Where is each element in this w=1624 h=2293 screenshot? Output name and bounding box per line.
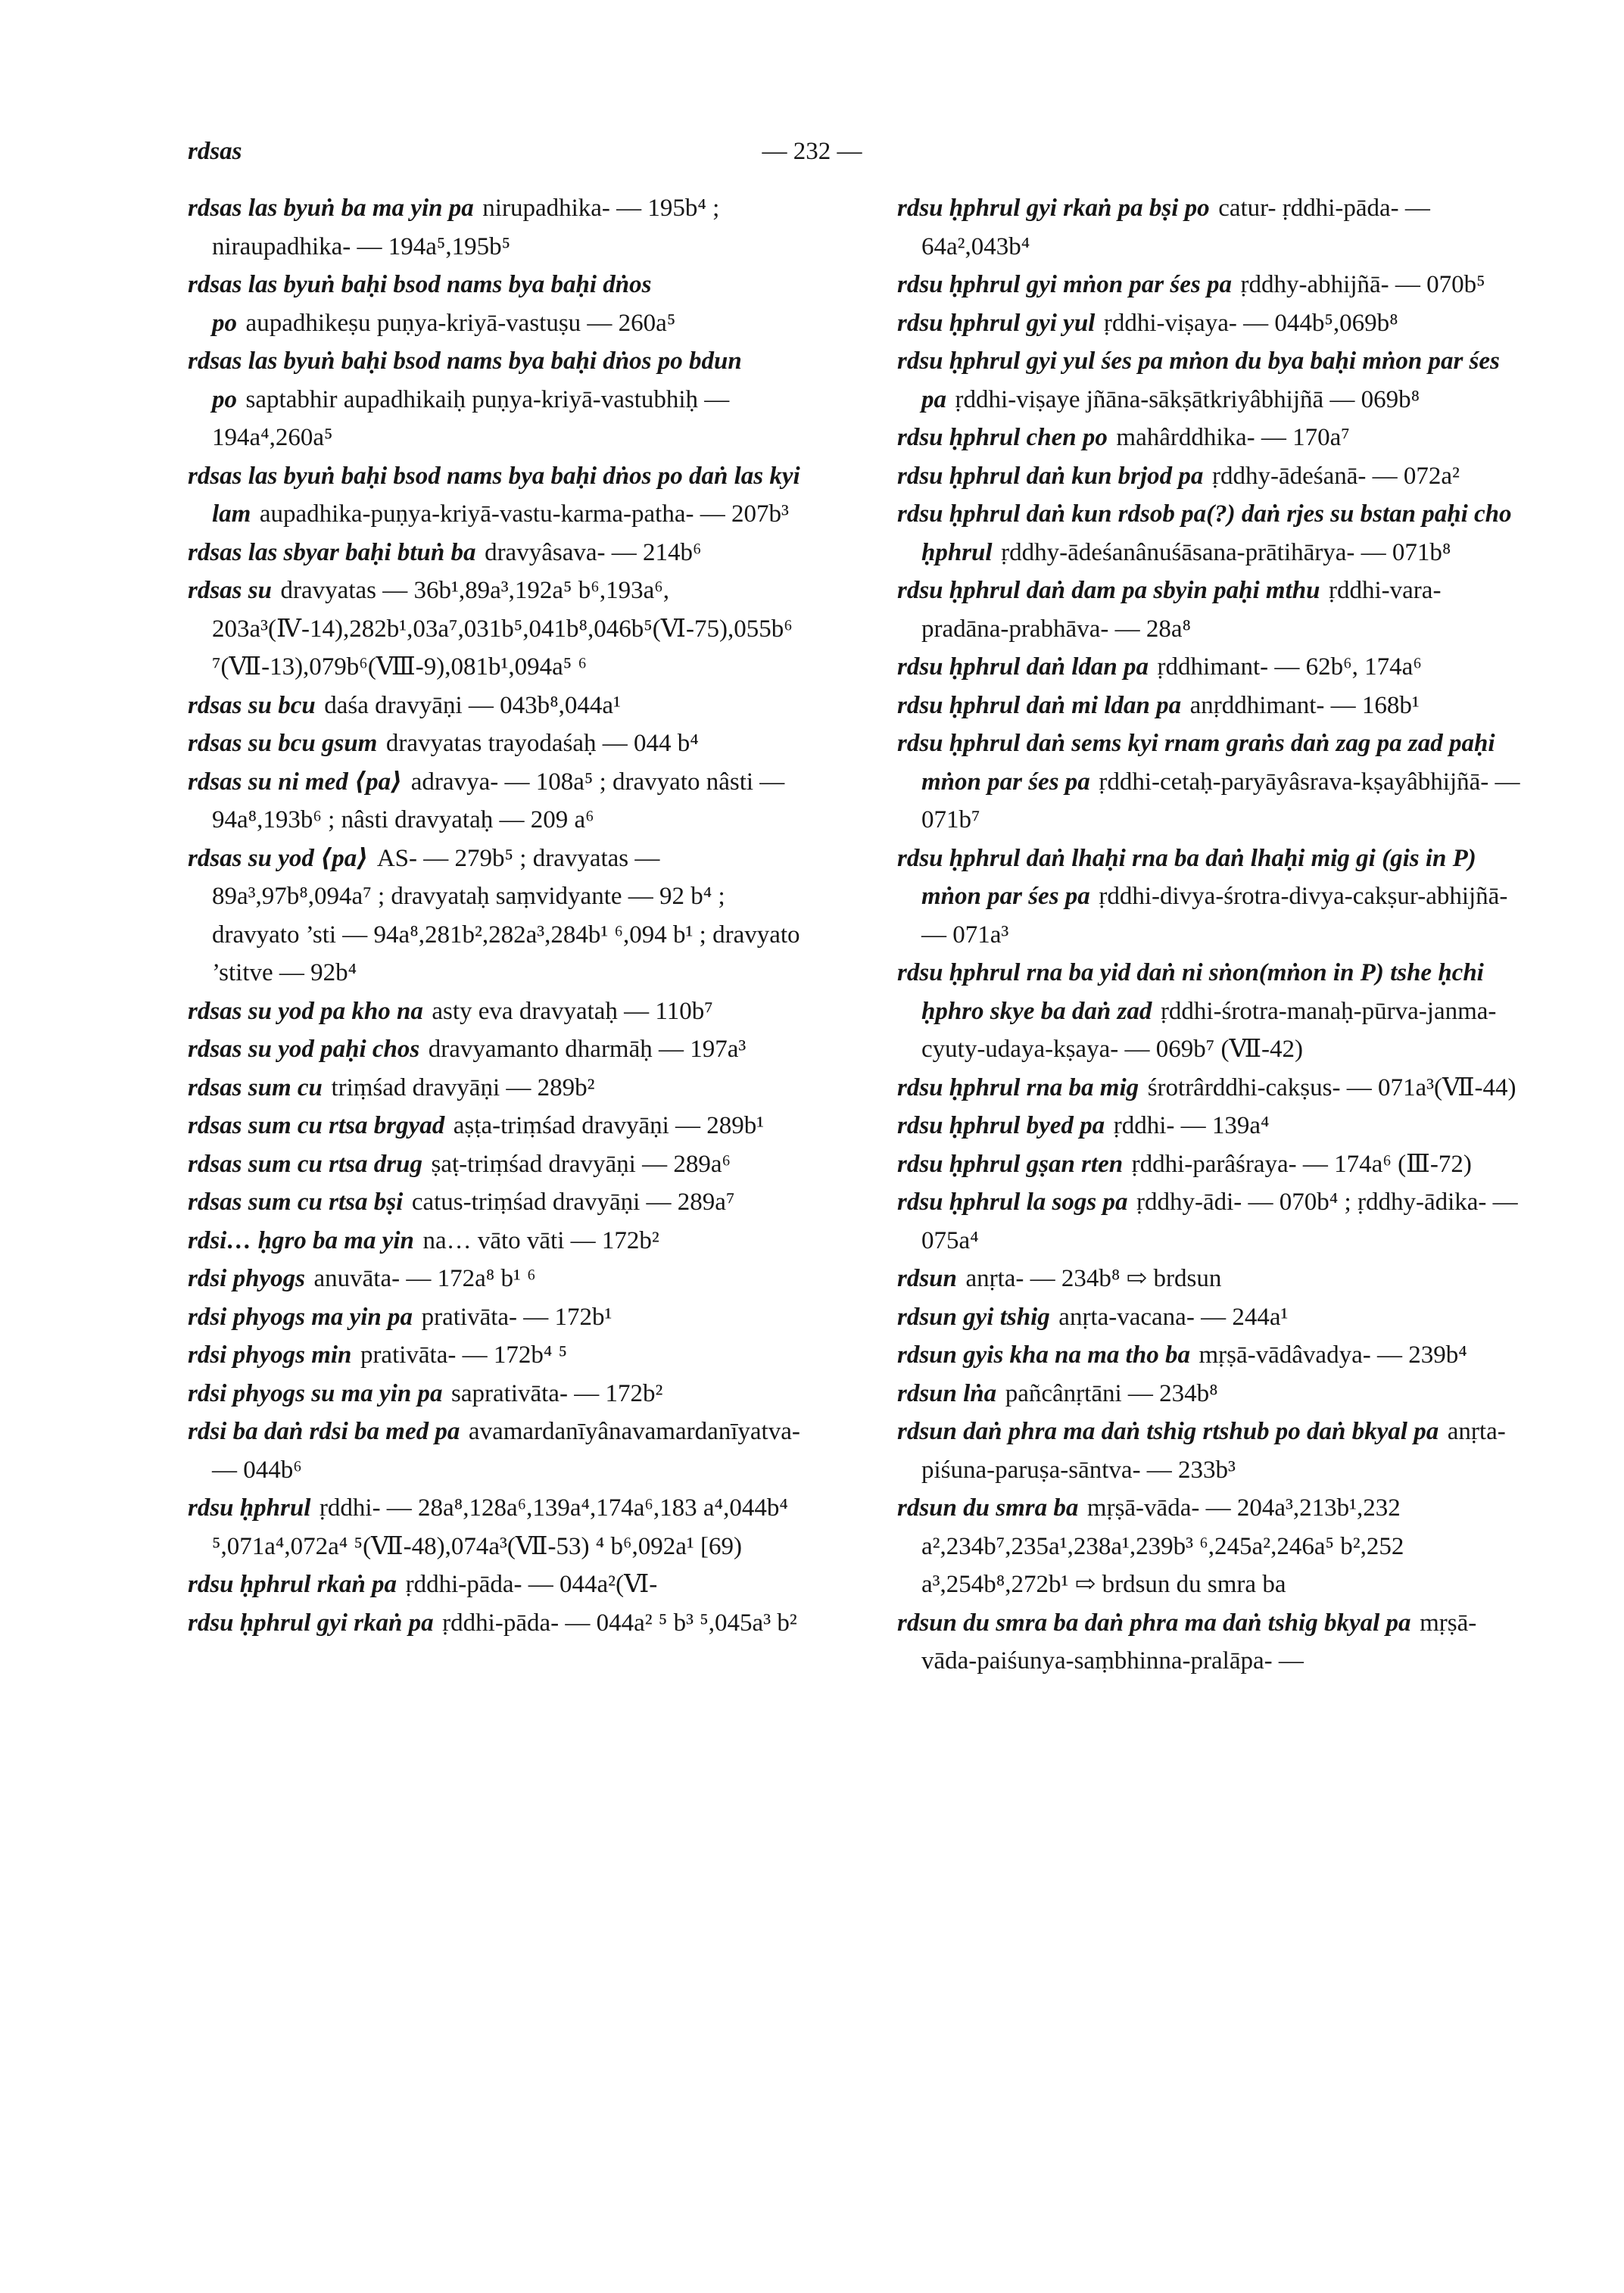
entry-headword: rdsi phyogs su ma yin pa — [188, 1379, 443, 1407]
dictionary-entry — [188, 534, 816, 572]
entry-headword: rdsas las sbyar baḥi btuṅ ba — [188, 538, 476, 566]
dictionary-entry — [897, 687, 1526, 725]
dictionary-entry — [188, 1222, 816, 1260]
dictionary-entry — [897, 1604, 1526, 1681]
entry-headword: rdsu ḥphrul gṣan rten — [897, 1150, 1124, 1178]
entry-definition: ṛddhi-divya-śrotra-divya-cakṣur-abhijñā- — 071a³ — [921, 883, 1508, 949]
entry-headword: rdsun du smra ba daṅ phra ma daṅ tshig bkyal pa — [897, 1609, 1411, 1637]
entry-headword: rdsun gyis kha na ma tho ba — [897, 1341, 1190, 1369]
entry-headword: rdsas su yod paḥi chos — [188, 1036, 420, 1063]
entry-headword: rdsas su — [188, 577, 272, 604]
entry-headword: rdsas sum cu — [188, 1073, 323, 1101]
entry-definition: dravyamanto dharmāḥ — 197a³ — [428, 1036, 747, 1063]
entry-headword: rdsu ḥphrul daṅ kun brjod pa — [897, 462, 1204, 490]
dictionary-entry — [897, 266, 1526, 304]
dictionary-entry — [897, 1183, 1526, 1260]
entry-definition: asty eva dravyataḥ — 110b⁷ — [432, 997, 713, 1025]
dictionary-entry — [897, 189, 1526, 266]
entry-headword: rdsi phyogs ma yin pa — [188, 1303, 413, 1331]
entry-headword: rdsas su bcu — [188, 691, 316, 719]
entry-headword: rdsu ḥphrul rkaṅ pa — [188, 1571, 397, 1598]
dictionary-entry — [188, 572, 816, 687]
dictionary-entry — [897, 1260, 1526, 1298]
entry-headword: rdsu ḥphrul daṅ lhaḥi rna ba daṅ lhaḥi mig gi (gis in P) mṅon par śes pa — [897, 844, 1476, 910]
dictionary-entry — [188, 1145, 816, 1184]
entry-definition: pañcânṛtāni — 234b⁸ — [1005, 1379, 1218, 1407]
entry-definition: catur- ṛddhi-pāda- — 64a²,043b⁴ — [921, 195, 1430, 260]
entry-headword: rdsu ḥphrul gyi mṅon par śes pa — [897, 271, 1232, 298]
entry-headword: rdsas sum cu rtsa bṣi — [188, 1189, 404, 1216]
entry-headword: rdsun daṅ phra ma daṅ tshig rtshub po daṅ bkyal pa — [897, 1418, 1439, 1445]
entry-headword: rdsu ḥphrul la sogs pa — [897, 1189, 1128, 1216]
dictionary-entry — [897, 840, 1526, 955]
dictionary-entry — [897, 1489, 1526, 1604]
dictionary-entry — [188, 724, 816, 763]
entry-definition: saptabhir aupadhikaiḥ puṇya-kriyā-vastubhiḥ — 194a⁴,260a⁵ — [212, 385, 730, 451]
entry-headword: rdsu ḥphrul daṅ mi ldan pa — [897, 691, 1182, 719]
dictionary-entry — [897, 724, 1526, 840]
entry-definition: ṛddhy-ādeśanânuśāsana-prātihārya- — 071b⁸ — [1001, 538, 1451, 566]
dictionary-entry — [188, 1604, 816, 1643]
entry-headword: rdsu ḥphrul rna ba mig — [897, 1073, 1139, 1101]
entry-definition: anṛddhimant- — 168b¹ — [1189, 691, 1420, 719]
entry-headword: rdsas sum cu rtsa brgyad — [188, 1112, 445, 1139]
dictionary-entry — [188, 1566, 816, 1604]
dictionary-entry — [897, 1298, 1526, 1337]
entry-definition: ṛddhi-viṣaya- — 044b⁵,069b⁸ — [1103, 309, 1398, 337]
entry-headword: rdsu ḥphrul — [188, 1494, 311, 1522]
entry-definition: ṛddhi-parâśraya- — 174a⁶ (Ⅲ-72) — [1131, 1150, 1472, 1178]
entry-definition: mṛṣā-vādâvadya- — 239b⁴ — [1199, 1341, 1467, 1369]
page-number: — 232 — — [762, 138, 862, 165]
dictionary-entry — [897, 1107, 1526, 1145]
entry-definition: ṛddhi-vara-pradāna-prabhāva- — 28a⁸ — [921, 577, 1442, 643]
entry-headword: rdsu ḥphrul daṅ ldan pa — [897, 653, 1149, 681]
entry-definition: daśa dravyāṇi — 043b⁸,044a¹ — [324, 691, 621, 719]
dictionary-entry — [897, 419, 1526, 457]
entry-definition: aṣṭa-triṃśad dravyāṇi — 289b¹ — [453, 1112, 765, 1139]
entry-definition: aupadhika-puṇya-kriyā-vastu-karma-patha- — 207b³ — [259, 500, 789, 528]
dictionary-entry — [188, 1298, 816, 1337]
entry-headword: rdsun lṅa — [897, 1379, 997, 1407]
entry-definition: ṛddhi- — 139a⁴ — [1113, 1112, 1270, 1139]
entry-headword: rdsi ba daṅ rdsi ba med pa — [188, 1418, 460, 1445]
entry-definition: ṛddhi-śrotra-manaḥ-pūrva-janma-cyuty-udaya-kṣaya- — 069b⁷ (Ⅶ-42) — [921, 997, 1497, 1063]
entry-headword: rdsas su yod ⟨pa⟩ — [188, 844, 369, 872]
dictionary-entry — [897, 1336, 1526, 1375]
entry-definition: ṣaṭ-triṃśad dravyāṇi — 289a⁶ — [431, 1150, 731, 1178]
entry-definition: dravyâsava- — 214b⁶ — [485, 538, 702, 566]
entry-definition: ṛddhy-abhijñā- — 070b⁵ — [1240, 271, 1485, 298]
entry-headword: rdsas su bcu gsum — [188, 730, 378, 757]
entry-definition: dravyatas trayodaśaḥ — 044 b⁴ — [385, 730, 699, 757]
entry-definition: anuvāta- — 172a⁸ b¹ ⁶ — [313, 1265, 536, 1292]
entry-headword: rdsi… ḥgro ba ma yin — [188, 1226, 414, 1254]
dictionary-entry — [188, 1413, 816, 1489]
left-column — [188, 189, 816, 1642]
dictionary-entry — [188, 1107, 816, 1145]
entry-definition: prativāta- — 172b¹ — [421, 1303, 613, 1331]
dictionary-entry — [188, 189, 816, 266]
entry-headword: rdsun — [897, 1265, 957, 1292]
dictionary-entry — [897, 457, 1526, 496]
entry-definition: anṛta- — 234b⁸ ⇨ brdsun — [965, 1265, 1222, 1292]
running-head: rdsas — [188, 138, 242, 165]
dictionary-entry — [188, 1183, 816, 1222]
dictionary-entry — [897, 304, 1526, 343]
entry-headword: rdsu ḥphrul daṅ kun rdsob pa(?) daṅ rjes su bstan paḥi cho ḥphrul — [897, 500, 1512, 566]
dictionary-entry — [897, 342, 1526, 419]
entry-headword: rdsu ḥphrul gyi rkaṅ pa — [188, 1609, 434, 1637]
entry-headword: rdsu ḥphrul daṅ dam pa sbyin paḥi mthu — [897, 577, 1320, 604]
entry-headword: rdsu ḥphrul rna ba yid daṅ ni sṅon(mṅon in P) tshe ḥchi ḥphro skye ba daṅ zad — [897, 959, 1484, 1025]
entry-headword: rdsu ḥphrul gyi yul śes pa mṅon du bya baḥi mṅon par śes pa — [897, 347, 1500, 413]
entry-definition: catus-triṃśad dravyāṇi — 289a⁷ — [411, 1189, 735, 1216]
entry-headword: rdsi phyogs — [188, 1265, 305, 1292]
dictionary-entry — [188, 763, 816, 840]
dictionary-entry — [897, 954, 1526, 1069]
dictionary-entry — [897, 495, 1526, 572]
entry-definition: ṛddhi-pāda- — 044a² ⁵ b³ ⁵,045a³ b² — [442, 1609, 797, 1637]
dictionary-entry — [188, 1375, 816, 1413]
dictionary-entry — [897, 1069, 1526, 1108]
entry-definition: śrotrârddhi-cakṣus- — 071a³(Ⅶ-44) — [1147, 1073, 1516, 1101]
entry-definition: anṛta-vacana- — 244a¹ — [1058, 1303, 1289, 1331]
entry-definition: saprativāta- — 172b² — [451, 1379, 663, 1407]
right-column — [897, 189, 1526, 1681]
entry-headword: rdsu ḥphrul chen po — [897, 424, 1108, 451]
entry-definition: ṛddhi-pāda- — 044a²(Ⅵ- — [405, 1571, 658, 1598]
entry-headword: rdsu ḥphrul daṅ sems kyi rnam graṅs daṅ zag pa zad paḥi mṅon par śes pa — [897, 730, 1495, 796]
dictionary-entry — [188, 457, 816, 534]
entry-definition: mṛṣā-vāda-paiśunya-saṃbhinna-pralāpa- — — [921, 1609, 1477, 1675]
dictionary-entry — [897, 648, 1526, 687]
dictionary-entry — [897, 1413, 1526, 1489]
entry-definition: anṛta-piśuna-paruṣa-sāntva- — 233b³ — [921, 1418, 1506, 1484]
dictionary-entry — [897, 1375, 1526, 1413]
dictionary-entry — [188, 992, 816, 1031]
entry-definition: ṛddhy-ādi- — 070b⁴ ; ṛddhy-ādika- — 075a⁴ — [921, 1189, 1518, 1254]
entry-definition: AS- — 279b⁵ ; dravyatas — 89a³,97b⁸,094a⁷ ; dravyataḥ saṃvidyante — 92 b⁴ ; dravyato ’sti — 94a⁸,281b²,282a³,284b¹ ⁶,094 b¹ ; dravyato ’stitve — 92b⁴ — [212, 844, 800, 986]
dictionary-entry — [188, 1069, 816, 1108]
entry-headword: rdsi phyogs min — [188, 1341, 352, 1369]
entry-headword: rdsas su yod pa kho na — [188, 997, 423, 1025]
dictionary-entry — [188, 266, 816, 342]
dictionary-entry — [188, 1489, 816, 1566]
entry-definition: ṛddhi-viṣaye jñāna-sākṣātkriyâbhijñā — 069b⁸ — [955, 385, 1420, 413]
entry-definition: ṛddhy-ādeśanā- — 072a² — [1211, 462, 1460, 490]
entry-definition: prativāta- — 172b⁴ ⁵ — [360, 1341, 568, 1369]
entry-headword: rdsu ḥphrul gyi rkaṅ pa bṣi po — [897, 195, 1210, 222]
entry-definition: dravyatas — 36b¹,89a³,192a⁵ b⁶,193a⁶, 203a³(Ⅳ-14),282b¹,03a⁷,031b⁵,041b⁸,046b⁵(Ⅵ-75),055b⁶ ⁷(Ⅶ-13),079b⁶(Ⅷ-9),081b¹,094a⁵ ⁶ — [212, 577, 793, 681]
entry-definition: na… vāto vāti — 172b² — [422, 1226, 659, 1254]
entry-definition: nirupadhika- — 195b⁴ ; niraupadhika- — 194a⁵,195b⁵ — [212, 195, 720, 260]
entry-definition: mṛṣā-vāda- — 204a³,213b¹,232 a²,234b⁷,235a¹,238a¹,239b³ ⁶,245a²,246a⁵ b²,252 a³,254b⁸,272b¹ ⇨ brdsun du smra ba — [921, 1494, 1404, 1598]
entry-headword: rdsas las byuṅ ba ma yin pa — [188, 195, 474, 222]
dictionary-entry — [188, 342, 816, 457]
entry-headword: rdsas su ni med ⟨pa⟩ — [188, 768, 403, 796]
entry-headword: rdsas las byuṅ baḥi bsod nams bya baḥi dṅos po bdun po — [188, 347, 742, 413]
entry-headword: rdsas las byuṅ baḥi bsod nams bya baḥi dṅos po — [188, 271, 652, 337]
entry-headword: rdsun du smra ba — [897, 1494, 1079, 1522]
entry-definition: ṛddhi-cetaḥ-paryāyâsrava-kṣayâbhijñā- — 071b⁷ — [921, 768, 1520, 833]
dictionary-entry — [188, 1336, 816, 1375]
dictionary-entry — [188, 840, 816, 992]
entry-definition: ṛddhi- — 28a⁸,128a⁶,139a⁴,174a⁶,183 a⁴,044b⁴ ⁵,071a⁴,072a⁴ ⁵(Ⅶ-48),074a³(Ⅶ-53) ⁴ b⁶,092a¹ [69) — [212, 1494, 788, 1560]
dictionary-entry — [897, 572, 1526, 648]
entry-definition: ṛddhimant- — 62b⁶, 174a⁶ — [1157, 653, 1422, 681]
dictionary-entry — [897, 1145, 1526, 1184]
entry-headword: rdsun gyi tshig — [897, 1303, 1050, 1331]
entry-definition: adravya- — 108a⁵ ; dravyato nâsti — 94a⁸,193b⁶ ; nâsti dravyataḥ — 209 a⁶ — [212, 768, 785, 833]
entry-definition: avamardanīyânavamardanīyatva- — 044b⁶ — [212, 1418, 800, 1484]
dictionary-entry — [188, 1260, 816, 1298]
entry-headword: rdsas sum cu rtsa drug — [188, 1150, 422, 1178]
dictionary-entry — [188, 1030, 816, 1069]
entry-definition: triṃśad dravyāṇi — 289b² — [331, 1073, 595, 1101]
dictionary-entry — [188, 687, 816, 725]
entry-headword: rdsu ḥphrul gyi yul — [897, 309, 1096, 337]
entry-definition: mahârddhika- — 170a⁷ — [1116, 424, 1350, 451]
entry-definition: aupadhikeṣu puṇya-kriyā-vastuṣu — 260a⁵ — [245, 309, 676, 337]
entry-headword: rdsas las byuṅ baḥi bsod nams bya baḥi dṅos po daṅ las kyi lam — [188, 462, 800, 528]
entry-headword: rdsu ḥphrul byed pa — [897, 1112, 1105, 1139]
